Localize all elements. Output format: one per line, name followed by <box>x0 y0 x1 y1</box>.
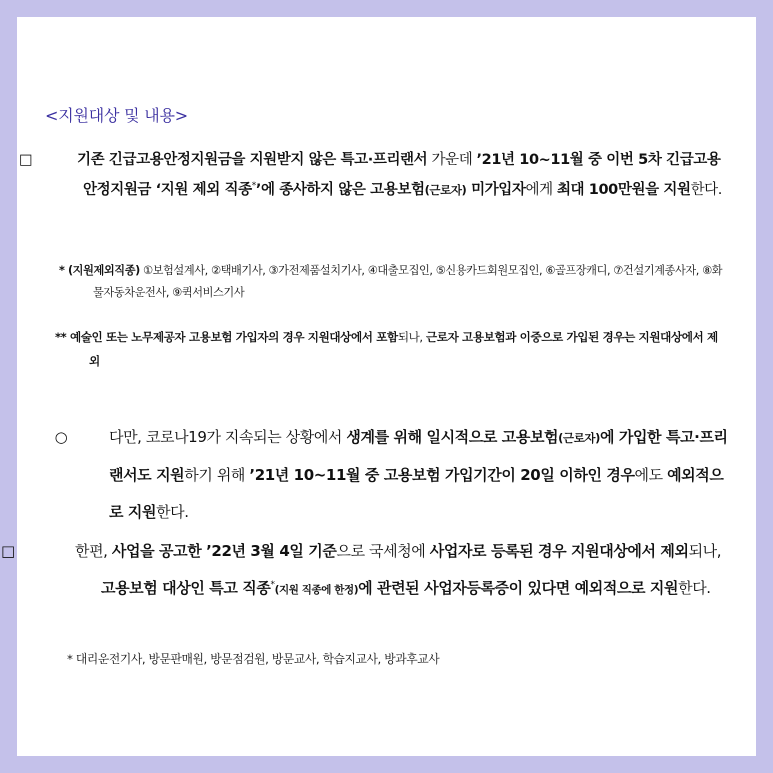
content-card <box>1 17 756 756</box>
paragraph-support-target: □ 기존 긴급고용안정지원금을 지원받지 않은 특고·프리랜서 가운데 ’21년 10~11월 중 이번 5차 긴급고용안정지원금 ‘지원 제외 직종*’에 종사하지 않은 고용보험(근로자) 미가입자에게 최대 100만원을 지원한다. <box>51 145 723 205</box>
paragraph-business-registration: □ 한편, 사업을 공고한 ’22년 3월 4일 기준으로 국세청에 사업자로 등록된 경우 지원대상에서 제외되나, 고용보험 대상인 특고 직종*(지원 직종에 한정)에 관련된 사업자등록증이 있다면 예외적으로 지원한다. <box>51 533 733 609</box>
checkbox-bullet: □ <box>19 152 33 168</box>
footnote-excluded-jobs: * (지원제외직종) ①보험설계사, ②택배기사, ③가전제품설치기사, ④대출모집인, ⑤신용카드회원모집인, ⑥골프장캐디, ⑦건설기계종사자, ⑧화물자동차운전사, ⑨퀵서비스기사 <box>59 264 723 299</box>
checkbox-bullet: □ <box>1 542 15 560</box>
circle-bullet: ○ <box>54 428 68 446</box>
section-heading: <지원대상 및 내용> <box>45 106 188 125</box>
paragraph-exception: ○ 다만, 코로나19가 지속되는 상황에서 생계를 위해 일시적으로 고용보험(근로자)에 가입한 특고·프리랜서도 지원하기 위해 ’21년 10~11월 중 고용보험 가입기간이 20일 이하인 경우에도 예외적으로 지원한다. <box>61 419 731 531</box>
footnote-visiting-jobs: * 대리운전기사, 방문판매원, 방문점검원, 방문교사, 학습지교사, 방과후교사 <box>67 652 440 666</box>
footnote-artists: ** 예술인 또는 노무제공자 고용보험 가입자의 경우 지원대상에서 포함되나, 근로자 고용보험과 이중으로 가입된 경우는 지원대상에서 제외 <box>55 330 718 368</box>
